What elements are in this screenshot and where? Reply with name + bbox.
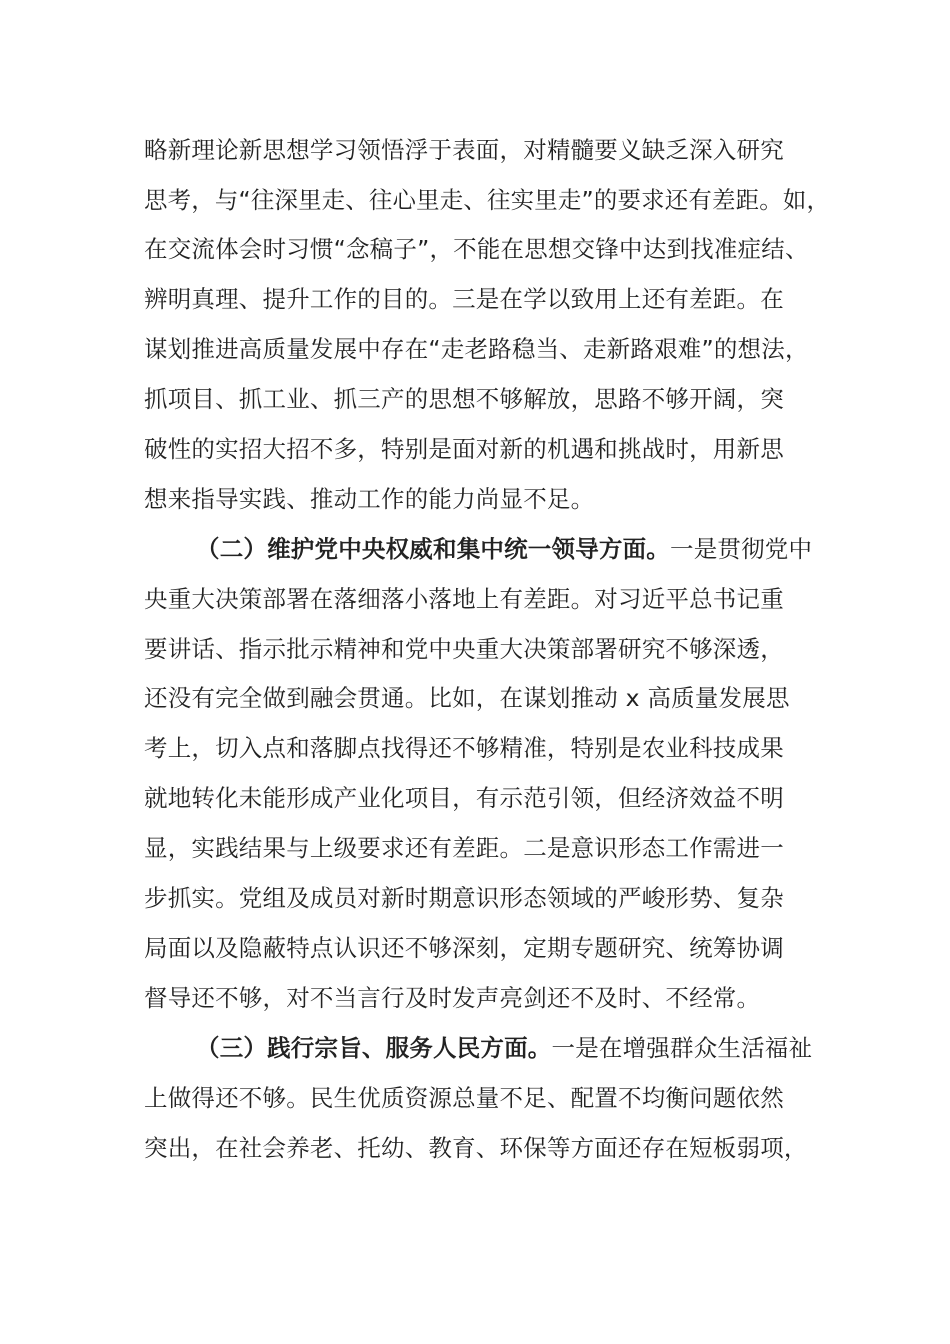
paragraph-line: 抓项目、抓工业、抓三产的思想不够解放，思路不够开阔，突 — [144, 385, 784, 413]
paragraph-line: 还没有完全做到融会贯通。比如，在谋划推动 x 高质量发展思 — [144, 684, 790, 712]
paragraph-line: 央重大决策部署在落细落小落地上有差距。对习近平总书记重 — [144, 585, 784, 613]
section-3-first-line-text: 一是在增强群众生活福祉 — [551, 1034, 813, 1062]
paragraph-line: 在交流体会时习惯“念稿子”，不能在思想交锋中达到找准症结、 — [144, 235, 809, 263]
paragraph-line: 局面以及隐蔽特点认识还不够深刻，定期专题研究、统筹协调 — [144, 934, 784, 962]
paragraph-line: 突出，在社会养老、托幼、教育、环保等方面还存在短板弱项， — [144, 1134, 808, 1162]
section-2-heading: （二）维护党中央权威和集中统一领导方面。 — [196, 535, 670, 563]
paragraph-line: 要讲话、指示批示精神和党中央重大决策部署研究不够深透， — [144, 635, 784, 663]
paragraph-line: 步抓实。党组及成员对新时期意识形态领域的严峻形势、复杂 — [144, 884, 784, 912]
paragraph-line: 想来指导实践、推动工作的能力尚显不足。 — [144, 485, 595, 513]
paragraph-line: 督导还不够，对不当言行及时发声亮剑还不及时、不经常。 — [144, 984, 761, 1012]
paragraph-line: 略新理论新思想学习领悟浮于表面，对精髓要义缺乏深入研究 — [144, 136, 784, 164]
section-3-first-line — [196, 1032, 812, 1064]
paragraph-line: 破性的实招大招不多，特别是面对新的机遇和挑战时，用新思 — [144, 435, 784, 463]
paragraph-line: 谋划推进高质量发展中存在“走老路稳当、走新路艰难”的想法， — [144, 335, 809, 363]
paragraph-line: 辨明真理、提升工作的目的。三是在学以致用上还有差距。在 — [144, 285, 784, 313]
paragraph-line: 思考，与“往深里走、往心里走、往实里走”的要求还有差距。如， — [144, 186, 831, 214]
section-2-first-line-text: 一是贯彻党中 — [670, 535, 813, 563]
paragraph-line: 就地转化未能形成产业化项目，有示范引领，但经济效益不明 — [144, 784, 784, 812]
paragraph-line: 显，实践结果与上级要求还有差距。二是意识形态工作需进一 — [144, 834, 784, 862]
paragraph-line: 上做得还不够。民生优质资源总量不足、配置不均衡问题依然 — [144, 1084, 784, 1112]
section-3-heading: （三）践行宗旨、服务人民方面。 — [196, 1034, 552, 1062]
paragraph-line: 考上，切入点和落脚点找得还不够精准，特别是农业科技成果 — [144, 734, 784, 762]
section-2-first-line — [196, 533, 812, 565]
